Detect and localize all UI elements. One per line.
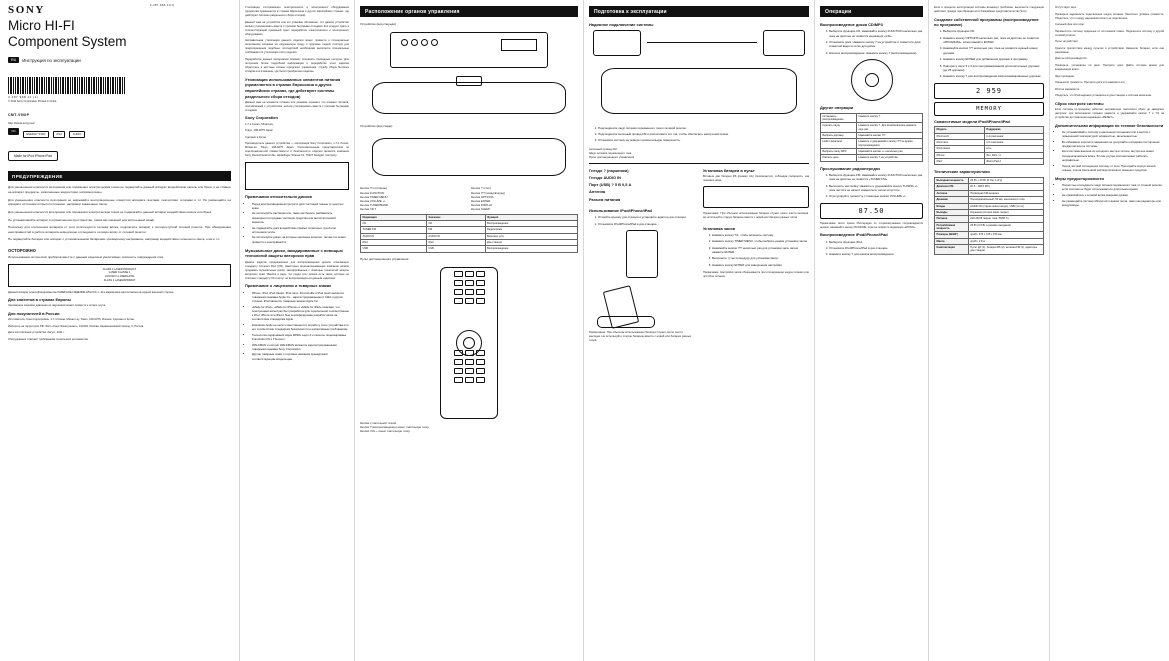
page-title <box>8 18 239 49</box>
cell: Выбрать папку MP3 <box>821 149 857 155</box>
cell: 1-6 поколения <box>984 140 1043 146</box>
warning-paragraph: Не подвергайте батареи или аппарат с установленными батареями чрезмерному нагреванию, например воздействию солнечного света, огня и т.п. <box>8 237 221 242</box>
extra-info-header: Дополнительная информация по технике безопасности <box>1055 122 1164 128</box>
clock-steps <box>712 233 809 267</box>
table-row <box>361 246 578 252</box>
cell: Выходная мощность <box>935 178 969 184</box>
footnote: Кнопка VOL + имеет тактильную точку. <box>360 429 411 434</box>
frequency-display: 87.50 <box>820 203 923 219</box>
cell: iPad <box>935 159 985 165</box>
other-operations-table <box>820 113 923 162</box>
cell: 87,5 - 108,0 МГц <box>968 184 1043 190</box>
legal-column <box>240 0 354 661</box>
column-header: Индикация <box>361 214 427 220</box>
list-item: • Компания Apple не несет ответственности за работу этого устройства или его соответствие стандартам безопасности и нормативным требованиям. <box>252 323 349 331</box>
doc-id: 4-287-968-11(1) <box>150 4 175 7</box>
list-item: • Если система внесена из холодного места в теплое, внутри нее может сконденсироваться влага. В этом случае система может работать неправильно. <box>1062 149 1164 162</box>
troubleshoot-problem: Звук пропадает. <box>1055 74 1075 78</box>
table-row <box>935 222 1044 232</box>
safety-list <box>1062 183 1164 207</box>
remote-caption: Пульт дистанционного управления <box>360 256 409 261</box>
tuner-header: Прослушивание радиопередач <box>820 165 880 171</box>
remote-button-row <box>441 377 497 383</box>
legal-paragraph: Утилизация отслужившего электрического и электронного оборудования (директива применяется в странах Евросоюза и других европейских странах, где действуют системы раздельного сбора отходов). <box>245 6 349 18</box>
troubleshoot-intro: Если в процессе эксплуатации системы возникнут проблемы, выполните следующие действия, прежде чем обращаться в ближайшее представительство Sony. <box>934 6 1044 14</box>
battery-install-text: Вставьте две батареи R6 (размер AA) (прилагаются), соблюдая полярность, как показано ниже. <box>703 175 809 183</box>
step: 1. Выберите функцию CD. <box>943 29 1044 33</box>
ipod-use-header: Использование iPod/iPhone/iPad <box>589 208 652 214</box>
warning-paragraph: Для уменьшения опасности возгорания не закрывайте вентиляционные отверстия аппарата газетами, скатертями, шторами и т.п. Не размещайте на аппарате источники открытого пламени, например зажженные свечи. <box>8 197 231 207</box>
troubleshoot-solution: Проверьте, установлен ли диск. Протрите диск. Дайте системе время для конденсации влаги. <box>1055 63 1164 72</box>
step: 2. Нажмите кнопку OPTIONS несколько раз, пока на дисплее не появится «PROGRAM», затем нажмите ENTER. <box>943 36 1044 45</box>
reset-header: Сброс настроек системы <box>1055 100 1104 106</box>
step: 2. Выполните настройку. Нажмите и удерживайте кнопку TUNING +/-, пока частота не начнет изменяться, затем отпустите. <box>829 184 923 193</box>
tuner-note: Примечание: Если прием FM-передач со стереозвучанием сопровождается шумом, нажимайте кнопку FM MODE, пока не появится индикация «MONO». <box>820 221 923 229</box>
cell: iPhone <box>935 152 985 158</box>
list-item: • «Made for iPod», «Made for iPhone» и «Made for iPad» означают, что электронный аксессуар был разработан для подключения соответственно к iPod, iPhone или iPad и был сертифицирован разработчиком на соответствие стандартам Apple. <box>252 305 349 322</box>
callout-legend <box>360 186 578 211</box>
sony-logo: SONY <box>8 4 45 16</box>
barcode-number: 4 287 968 11 (1) <box>8 95 39 100</box>
legal-paragraph: Данный знак на устройстве или его упаковке обозначает, что данное устройство нельзя утилизировать вместе с прочими бытовыми отходами. Его следует сдать в соответствующий приемный пункт переработки электрического и электронного оборудования. <box>245 20 349 36</box>
step: 1. Выберите функцию CD. Нажимайте кнопку FUNCTION несколько раз, пока на дисплее не появится индикация «CD». <box>829 29 923 38</box>
troubleshoot-solution: Уменьшите громкость. Протрите диск или замените его. <box>1055 81 1126 85</box>
cell: CD <box>426 220 485 226</box>
cell: Нажмите кнопку ?. Для возобновления нажмите еще раз. <box>856 123 922 133</box>
list-item: • Не размещайте систему вблизи источников тепла, таких как радиаторы или воздуховоды. <box>1062 199 1164 207</box>
step: 2. Установите iPod/iPhone/iPad в док-станцию. <box>598 222 695 226</box>
cell: Комплектация <box>935 245 969 255</box>
jack-label: Гнездо ? (наушники) <box>589 167 629 173</box>
title-line-2: Component System <box>8 33 127 49</box>
cell: прибл. 2,8 кг <box>968 238 1043 244</box>
troubleshoot-problem: Сильный фон или шум. <box>1055 23 1085 27</box>
warning-paragraph: Для уменьшения опасности возгорания или поражения электрическим током не подвергайте данный аппарат воздействию капель или брызг и не ставьте на аппарат предметы, заполненные жидкостями, например вазы. <box>8 185 231 194</box>
part-label: Пульт дистанционного управления <box>589 155 635 160</box>
cell: 20 Вт + 20 Вт (6 Ом, 1 кГц) <box>968 178 1043 184</box>
footnote: Кнопка с тактильной точкой. <box>360 420 397 425</box>
table-row <box>821 123 923 133</box>
clock-note: Примечание: Настройки часов сбрасываются при отсоединении шнура питания или при сбое питания. <box>703 271 809 279</box>
cd-logo: CD <box>8 128 19 135</box>
list-item: • Перед воспроизведением протрите диск чистящей тканью от центра к краю. <box>252 202 349 210</box>
cell: Остановить воспроизведение <box>821 113 857 123</box>
warning-paragraph: Не устанавливайте аппарат в ограниченном пространстве, таком как книжный или встроенный шкаф. <box>8 217 155 222</box>
cell: прибл. 370 x 135 x 150 мм <box>968 232 1043 238</box>
step: 4. Выполните ту же процедуру для установки минут. <box>712 256 809 260</box>
section-header-controls: Расположение органов управления <box>360 6 578 17</box>
footnote: Кнопка ? (воспроизведение) имеет тактильную точку. <box>360 425 430 430</box>
unit-rear-figure <box>360 134 578 180</box>
table-row <box>935 245 1044 255</box>
callout-label: Кнопка SLEEP <box>471 207 490 212</box>
jack-label: Антенна <box>589 189 606 195</box>
cell: Нажмите кнопку ? на устройстве. <box>856 155 922 161</box>
remote-navigation-pad <box>456 330 482 356</box>
list-item: • Не подвергайте диск воздействию прямых солнечных лучей или источников тепла. <box>252 226 349 234</box>
russia-block-line: Импортер на территории РФ: ЗАО «Сони Электроникс», 123103, Москва, Карамышевский проезд, 6, Россия. <box>8 324 144 328</box>
russia-block-line: Оборудование отвечает требованиям технических регламентов. <box>8 337 89 341</box>
troubleshoot-problem: Пульт не работает. <box>1055 40 1079 44</box>
step: 3. Нажмите кнопку ? для начала воспроизведения. <box>829 252 923 256</box>
step: 5. Нажмите кнопку ENTER для завершения настройки. <box>712 263 809 267</box>
unit-front-body <box>366 74 572 116</box>
tuner-steps <box>829 173 923 199</box>
connection-figure <box>589 30 809 120</box>
column-header: Поддержка <box>984 127 1043 133</box>
program-display: 2 959 <box>934 83 1044 99</box>
step: 2. Установите диск. Нажмите кнопку ? на устройстве и поместите диск этикеткой вверх в отсек для диска. <box>829 40 923 49</box>
ipod-playback-header: Воспроизведение iPod/iPhone/iPad <box>820 232 888 238</box>
step: 3. Нажимайте кнопки ?/? несколько раз для установки часа, затем нажмите ENTER. <box>712 246 809 255</box>
step: 3. Начните воспроизведение. Нажмите кнопку ? (воспроизведение). <box>829 51 923 55</box>
cell: Внешнее устр. <box>485 233 577 239</box>
copy-protection-text: Данное изделие предназначено для воспроизведения дисков, отвечающих стандарту Compact Disc (CD). Некоторые звукозаписывающие компании начали продавать музыкальные диски, закодированные с помощью технологий защиты авторских прав. Имейте в виду, что среди этих дисков есть такие, которые не отвечают стандарту CD и могут не воспроизводиться данным изделием. <box>245 260 349 280</box>
callout-label: Кнопка ?/? (назад/вперед) <box>471 190 505 195</box>
manufacturer-header: Sony Corporation <box>245 115 278 121</box>
caution-text: Использование оптических приборов вместе с данным изделием увеличивает опасность повреждения глаз. <box>8 255 164 260</box>
safety-header: Меры предосторожности <box>1055 175 1104 181</box>
cell: Размеры (Ш/В/Г) <box>935 232 969 238</box>
ipod-steps <box>598 215 695 226</box>
remote-button-row <box>441 368 497 374</box>
troubleshoot-solution: Удалите препятствия между пультом и устройством. Замените батареи, если они разряжены. <box>1055 46 1164 54</box>
europe-customers-text: Чрезмерное звуковое давление из наушников может привести к потере слуха. <box>8 304 107 308</box>
specs-header: Технические характеристики <box>934 169 990 175</box>
remote-button-row <box>441 271 497 277</box>
compat-header: Совместимые модели iPod/iPhone/iPad <box>934 118 1010 124</box>
cell: Проводная FM-антенна <box>968 190 1043 196</box>
ipod-note: Примечание: При обычном использовании батареи служат около шести месяцев. Не используйте старую батарею вместе с новой или батареи разных типов. <box>589 330 692 343</box>
language-badge: RU <box>8 57 19 63</box>
remote-button-row <box>441 359 497 365</box>
cell: Воспроизведение <box>485 220 577 226</box>
website-url[interactable]: http://www.sony.net/ <box>8 121 35 126</box>
unit-front-figure <box>360 32 578 116</box>
warning-header: ПРЕДУПРЕЖДЕНИЕ <box>8 171 231 181</box>
cell: Сделать паузу <box>821 123 857 133</box>
clock-setup-header: Установка часов <box>703 225 736 231</box>
ipod-logo: iPod <box>53 131 65 138</box>
eu-representative-note: Производитель данного устройства — корпорация Sony Corporation, 1-7-1 Konan, Minato-ku, Tokyo, 108-0075 Japan. Уполномоченным представителем по электромагнитной совместимости и безопасности изделия является компания Sony Deutschland GmbH, Hedelfinger Strasse 61, 70327 Stuttgart, Germany. <box>245 142 349 158</box>
cell: Входы <box>935 203 969 209</box>
plate-line: CLASS 1 LASER PRODUCT <box>102 267 137 271</box>
title-line-1: Micro HI-FI <box>8 18 75 33</box>
disc-notes-list <box>252 202 349 244</box>
cell: FM <box>426 227 485 233</box>
cell: Питание <box>935 216 969 222</box>
plate-line: KLASS 1 LASERAPPARAT <box>103 278 136 282</box>
rear-shell <box>372 138 566 176</box>
barcode-bars <box>8 77 239 94</box>
troubleshoot-problem: Диск не воспроизводится. <box>1055 57 1088 61</box>
unit-shell <box>601 68 797 114</box>
program-steps <box>943 29 1044 78</box>
unit-top-panel <box>390 32 548 68</box>
memory-indicator-display: MEMORY <box>934 102 1044 116</box>
troubleshooting-column <box>1050 0 1169 661</box>
cell: iPod <box>361 239 427 245</box>
cell: iPod <box>426 239 485 245</box>
section-header-setup: Подготовка к эксплуатации <box>589 6 809 17</box>
part-label: Антенный провод FM <box>589 146 617 151</box>
step: 3. Отрегулируйте громкость с помощью кнопки VOLUME +/-. <box>829 194 923 198</box>
section-header-operations: Операции <box>820 6 923 17</box>
cd-disc-illustration <box>851 59 893 101</box>
cd-playback-header: Воспроизведение диска CD/MP3 <box>820 22 883 27</box>
jack-label: Разъем питания <box>589 196 621 202</box>
step: 5. Повторите шаги 3 и 4 для программирования дополнительных дорожек (до 25 дорожек). <box>943 64 1044 73</box>
plate-line: LUOKAN 1 LASERLAITE <box>104 275 135 279</box>
list-item: • Не прикасайтесь к сетевой вилке мокрыми руками. <box>1062 193 1164 197</box>
cell: Пульт ДУ (1), батареи R6 (2), антенна FM (1), адаптеры док-станции <box>968 245 1043 255</box>
step: 1. Откройте крышку док-станции и установите адаптер док-станции. <box>598 215 695 219</box>
cell: Выходы <box>935 209 969 215</box>
ipod-playback-steps <box>829 240 923 257</box>
jack-label: Гнездо AUDIO IN <box>589 175 621 181</box>
program-column <box>929 0 1049 661</box>
cell: Выбрать дорожку <box>821 133 857 139</box>
connect-subheader: Надежное подключение системы <box>589 22 654 27</box>
address-line: 1-7-1 Konan, Minato-ku, <box>245 122 274 126</box>
callout-label: Кнопка FUNCTION <box>360 190 385 195</box>
license-header: Примечание о лицензиях и товарных знаках <box>245 283 332 289</box>
license-list <box>252 291 349 361</box>
legal-paragraph: Переработка данных материалов поможет сохранить природные ресурсы. Для получения более подробной информации о переработке этого изделия обратитесь в местные органы городского управления, службу сбора бытовых отходов или в магазин, где было приобретено изделие. <box>245 58 349 74</box>
cell: 25 Вт (0,5 Вт в режиме ожидания) <box>968 222 1043 232</box>
battery-disposal-text: Данный знак на элементе питания или упаковке означает, что элемент питания, поставляемый с устройством, нельзя утилизировать вместе с прочими бытовыми отходами. <box>245 100 349 112</box>
jack-label: Порт (USB) ? 5 В 0,5 А <box>589 182 632 188</box>
model-label: CMT-V50iP <box>8 113 30 118</box>
russia-text: Изготовитель: Сони Корпорейшн, 1-7-1 Конан, Минато-ку, Токио, 108-0075, Япония. Сделано в Китае. <box>8 318 135 322</box>
step: 2. Нажмите кнопку TIMER MENU, чтобы выбрать режим установки часов. <box>712 239 809 243</box>
cd-steps <box>829 29 923 55</box>
cell: Нажмите и удерживайте кнопку ?/? во время воспроизведения. <box>856 139 922 149</box>
reset-text: Если система по-прежнему работает неправильно, выполните сброс до заводских настроек: при включенном питании нажмите и удерживайте кнопки ? и ?/1 на устройстве до появления индикации «RESET». <box>1055 107 1164 119</box>
callout-label: Кнопка ? (стоп) <box>471 186 491 191</box>
list-item: • Технология кодирования звука MPEG Layer-3 и патенты лицензированы Fraunhofer IIS и Thomson. <box>252 333 349 341</box>
ipod-illustration <box>626 230 658 278</box>
divider <box>589 163 809 164</box>
plate-note: Данный аппарат классифицирован как ЛАЗЕРНОЕ ИЗДЕЛИЕ КЛАССА 1. Эта маркировка расположена на задней внешней стороне. <box>8 290 175 294</box>
step: 6. Нажмите кнопку ? для воспроизведения запрограммированных дорожек. <box>943 74 1044 78</box>
legal-paragraph: Неправильная утилизация данного изделия может привести к потенциально негативному влиянию на окружающую среду и здоровье людей, поэтому для предотвращения подобных последствий необходимо выполнять специальные требования по утилизации этого изделия. <box>245 39 349 55</box>
callout-label: Кнопка ?/1 (питание) <box>360 186 387 191</box>
brand-bar <box>0 0 239 16</box>
cell: iPod nano <box>935 140 985 146</box>
connection-steps <box>598 126 809 143</box>
unit-icon <box>593 30 641 56</box>
wee-symbol-box <box>245 162 349 190</box>
remote-button-row <box>441 289 497 295</box>
operations-column <box>815 0 928 661</box>
audio-logo: AUDIO <box>69 131 85 138</box>
controls-column <box>355 0 583 661</box>
europe-customers-header: Для клиентов в странах Европы <box>8 297 71 303</box>
cell: Нажимайте кнопки +/- несколько раз. <box>856 149 922 155</box>
cell: iPod classic <box>935 146 985 152</box>
extra-info-list <box>1062 130 1164 172</box>
step: 3. Нажимайте кнопки ?/? несколько раз, пока не появится нужный номер дорожки. <box>943 46 1044 55</box>
energystar-logo: ENERGY STAR <box>23 131 49 138</box>
table-row <box>935 159 1044 165</box>
address-line: Tokyo, 108-0075 Japan <box>245 129 273 133</box>
cell: iPod touch <box>935 133 985 139</box>
compatibility-table <box>934 126 1044 165</box>
step: 4. Нажмите кнопку ENTER для добавления дорожки в программу. <box>943 57 1044 61</box>
cell: есть <box>984 146 1043 152</box>
speaker-body <box>372 82 566 114</box>
cell: Масса <box>935 238 969 244</box>
cell: Воспроизведение <box>485 246 577 252</box>
troubleshoot-problem: Отсутствует звук. <box>1055 6 1077 9</box>
cable-line <box>647 42 757 43</box>
cell: AUDIO IN (стерео мини-гнездо), USB (тип A) <box>968 203 1043 209</box>
setup-two-col <box>589 168 809 343</box>
subtitle-row <box>8 57 239 63</box>
callout-label: Кнопка DISPLAY <box>471 203 493 208</box>
step: 3. Установите систему на ровную горизонтальную поверхность. <box>598 138 809 142</box>
cell: Нажимайте кнопки ?/?. <box>856 133 922 139</box>
column-header: Модель <box>935 127 985 133</box>
cell: USB <box>361 246 427 252</box>
troubleshoot-solution: Убедитесь, что iPod надежно установлен в док-станцию и система включена. <box>1055 94 1152 98</box>
column-header: Значение <box>426 214 485 220</box>
cell: Диапазон FM <box>935 184 969 190</box>
setup-column <box>584 0 814 661</box>
cell: AUDIO IN <box>426 233 485 239</box>
callout-label: Кнопка OPTIONS <box>471 194 494 199</box>
table-row <box>821 113 923 123</box>
step: 1. Выберите функцию iPod. <box>829 240 923 244</box>
battery-compartment-figure <box>703 186 809 208</box>
cell: AUDIO IN <box>361 233 427 239</box>
remote-button-row <box>441 298 497 304</box>
remote-control-figure <box>440 267 498 419</box>
list-item: • Не используйте растворители, такие как бензин, разбавитель, имеющиеся в продаже чистящие средства или антистатический аэрозоль. <box>252 211 349 224</box>
battery-install-header: Установка батареи в пульт <box>703 167 755 173</box>
step: 2. Подсоедините антенный провод FM и расположите его так, чтобы обеспечить наилучший прием. <box>598 132 809 136</box>
cell: USB <box>426 246 485 252</box>
table-row <box>821 139 923 149</box>
step: 1. Подсоедините шнур питания переменного тока к сетевой розетке. <box>598 126 809 130</box>
cell: Потребляемая мощность <box>935 222 969 232</box>
function-table <box>360 214 578 253</box>
list-item: • WALKMAN и логотип WALKMAN являются зарегистрированными товарными знаками Sony Corporation. <box>252 343 349 351</box>
cell: Динамик <box>935 197 969 203</box>
dock-illustration <box>589 282 695 330</box>
list-item: • Не устанавливайте систему в наклонном положении или в местах с повышенной температурой, влажностью, запыленностью. <box>1062 130 1164 138</box>
plate-line: LASER KLASSE 1 <box>108 271 131 275</box>
disc-notes-header: Примечания относительно дисков <box>245 194 312 200</box>
cell: Нажмите кнопку ?. <box>856 113 922 123</box>
troubleshoot-problem: iPod не заряжается. <box>1055 87 1080 91</box>
unit-rear-connections <box>595 62 803 120</box>
program-header: Создание собственной программы (воспроизведение по программе) <box>934 16 1039 28</box>
cell: Найти фрагмент <box>821 139 857 149</box>
cell: Радиоприем <box>485 227 577 233</box>
barcode <box>8 77 239 103</box>
list-item: • iPhone, iPod, iPod classic, iPod nano, iPod shuffle и iPod touch являются товарными знаками Apple Inc., зарегистрированными в США и других странах. iPad является товарным знаком Apple Inc. <box>252 291 349 304</box>
outlet-icon <box>763 30 805 56</box>
cell: 220-240 В перем. тока, 50/60 Гц <box>968 216 1043 222</box>
laser-class-plate <box>8 264 231 287</box>
cell: CD <box>361 220 427 226</box>
address-line: Сделано в Китае <box>245 135 267 139</box>
copy-protection-header: Музыкальные диски, закодированные с помощью технологий защиты авторских прав <box>245 247 343 259</box>
list-item: • Другие товарные знаки и торговые названия принадлежат соответствующим владельцам. <box>252 352 349 360</box>
step: 1. Выберите функцию FM. Нажимайте кнопку FUNCTION несколько раз, пока на дисплее не появится «TUNER FM». <box>829 173 923 182</box>
specifications-table <box>934 177 1044 255</box>
cell: Док-станция <box>485 239 577 245</box>
table-row <box>821 155 923 161</box>
other-operations-header: Другие операции <box>820 104 854 110</box>
callout-label: Кнопка TIMER MENU <box>360 194 388 199</box>
warning-paragraph: Поскольку для отключения аппарата от сети используется сетевая вилка, подключите аппарат к легкодоступной сетевой розетке. При обнаружении неисправностей в работе аппарата немедленно отсоедините сетевую вилку от сетевой розетки. <box>8 225 231 234</box>
cover-column <box>0 0 239 661</box>
unit-rear-body <box>366 134 572 180</box>
cell: 1-4 поколения <box>984 133 1043 139</box>
subtitle: Инструкция по эксплуатации <box>22 57 81 63</box>
troubleshoot-solution: Переместите систему подальше от источников помех. Подключите систему к другой сетевой розетке. <box>1055 29 1164 37</box>
step: 2. Установите iPod/iPhone/iPad в док-станцию. <box>829 246 923 250</box>
list-item: • Полностью отсоедините шнур питания переменного тока от стенной розетки, если система не будет использоваться длительное время. <box>1062 183 1164 191</box>
column-header: Функция <box>485 214 577 220</box>
troubleshoot-solution: Проверьте надежность подключения шнура питания. Увеличьте уровень громкости. Убедитесь, что к гнезду наушников ничего не подключено. <box>1055 12 1164 20</box>
cell: Полнодиапазонный, 50 мм, конического типа <box>968 197 1043 203</box>
unit-front-caption: Устройство (вид спереди) <box>360 22 396 26</box>
warning-paragraph: Для уменьшения опасности возгорания или поражения электрическим током не подвергайте данный аппарат воздействию капель или брызг. <box>8 209 213 214</box>
callout-label: Кнопка ENTER <box>471 198 491 203</box>
remote-button-row <box>441 280 497 286</box>
list-item: • Перед чисткой отсоедините систему от сети. Протирайте корпус мягкой тканью, слегка смоченной раствором мягкого моющего средства. <box>1062 164 1164 172</box>
barcode-subtext: © 2011 Sony Corporation Printed in China <box>8 100 57 104</box>
list-item: • Во избежание короткого замыкания не допускайте попадания посторонних предметов внутрь системы. <box>1062 140 1164 148</box>
made-for-badge: Made for iPod iPhone iPad <box>8 151 58 161</box>
cell: Наушники (стерео мини-гнездо) <box>968 209 1043 215</box>
callout-label: Кнопка VOLUME +/- <box>360 198 386 203</box>
russia-header: Для покупателей в России <box>8 310 60 316</box>
unit-rear-caption: Устройство (вид сзади) <box>360 124 393 129</box>
caution-header: ОСТОРОЖНО <box>8 248 36 254</box>
cell: Антенна <box>935 190 969 196</box>
callout-label: Кнопка TUNER/BAND <box>360 203 389 208</box>
russia-block-line: Дата изготовления устройства: Август, 2011 г. <box>8 331 65 335</box>
callout-label: Кнопка CD ? <box>360 207 377 212</box>
battery-disposal-header: Утилизация использованных элементов питания (применяется в странах Евросоюза и других европейских странах, где действуют системы раздельного сбора отходов) <box>245 76 341 99</box>
cell: Извлечь диск <box>821 155 857 161</box>
step: 1. Нажмите кнопку ?/1, чтобы включить систему. <box>712 233 809 237</box>
top-buttons <box>401 39 438 46</box>
list-item: • Не используйте диски, на которые наклеены этикетки, так как это может привести к неисправности. <box>252 235 349 243</box>
cell: iPad / iPad 2 <box>984 159 1043 165</box>
display-window <box>501 39 537 51</box>
part-label: Шнур питания переменного тока <box>589 150 632 155</box>
cell: TUNER FM <box>361 227 427 233</box>
battery-note: Примечание: При обычном использовании батареи служат около шести месяцев. Не используйте старую батарею вместе с новой или батареи разных типов. <box>703 211 809 219</box>
cell: 3G / 3GS / 4 <box>984 152 1043 158</box>
logo-row <box>8 128 239 140</box>
